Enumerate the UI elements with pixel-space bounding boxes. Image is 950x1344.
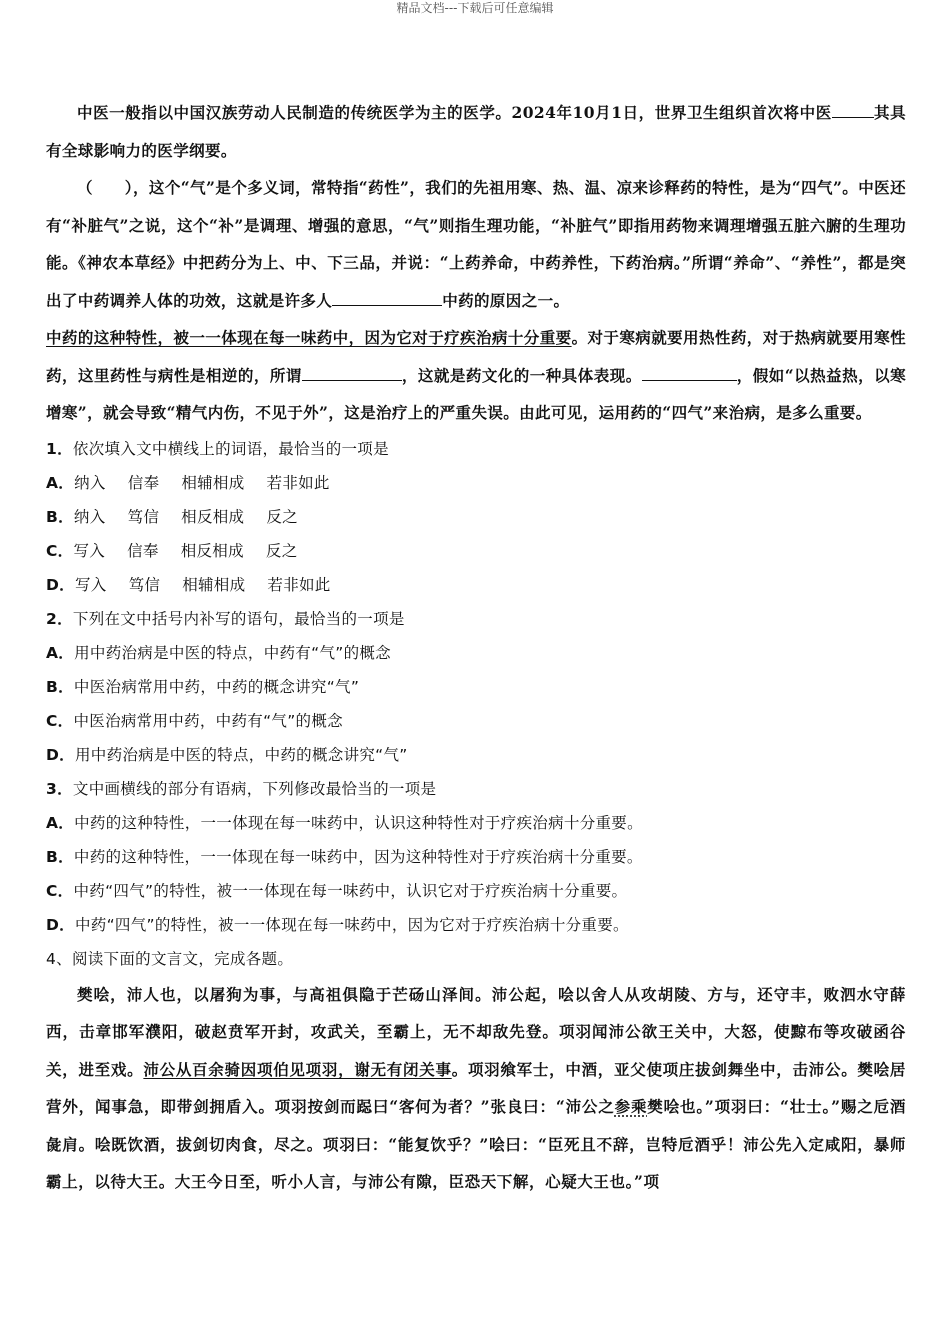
- option-word: 笃信: [128, 575, 161, 594]
- option-text: 中药“四气”的特性，被一一体现在每一味药中，认识它对于疗疾治病十分重要。: [73, 881, 628, 900]
- question-2: [46, 602, 906, 636]
- classical-text: 樊哙，沛人也，以屠狗为事，与高祖俱隐于芒砀山泽间。沛公起，哙以舍人从攻胡陵、方与，还守丰，败泗水守薛西，击章邯军濮阳，破赵贲军开封，攻武关，至霸上，无不却敌先登。项羽闻沛公欲王关中，大怒，使黥布等攻破函谷关，进至戏。: [46, 984, 906, 1079]
- fill-blank-2[interactable]: [332, 289, 442, 306]
- underlined-sentence: 中药的这种特性，被一一体现在每一味药中，因为它对于疗疾治病十分重要: [46, 328, 572, 347]
- question-1: [46, 432, 906, 466]
- option-label: C．: [46, 541, 74, 560]
- option-word: 若非如此: [266, 473, 330, 492]
- option-text: 中药“四气”的特性，被一一体现在每一味药中，因为它对于疗疾治病十分重要。: [74, 915, 629, 934]
- option-word: 反之: [265, 541, 298, 560]
- option-word: 信奉: [127, 541, 159, 560]
- option-3d[interactable]: [46, 908, 906, 942]
- option-text: 中药的这种特性，一一体现在每一味药中，因为这种特性对于疗疾治病十分重要。: [73, 847, 643, 866]
- option-1d[interactable]: [46, 568, 906, 602]
- option-word: 写入: [74, 575, 107, 594]
- fill-blank-3[interactable]: [302, 364, 402, 381]
- passage-text: 中药的原因之一。: [442, 290, 570, 310]
- question-stem: 依次填入文中横线上的词语，最恰当的一项是: [72, 439, 389, 458]
- option-label: C．: [46, 881, 74, 900]
- option-word: 笃信: [127, 507, 160, 526]
- option-2a[interactable]: [46, 636, 906, 670]
- passage-text: （ ），这个“气”是个多义词，常特指“药性”，我们的先祖用寒、热、温、凉来诊释药的特性，是为“四气”。中医还有“补脏气”之说，这个“补”是调理、增强的意思，“气”则指生理功能，“补脏气”即指用药物来调理增强五脏六腑的生理功能。《神农本草经》中把药分为上、中、下三品，并说：“上药养命，中药养性，下药治病。”所谓“养命”、“养性”，都是突出了中药调养人体的功效，这就是许多人: [46, 178, 906, 310]
- option-word: 相辅相成: [181, 473, 245, 492]
- option-word: 反之: [266, 507, 298, 526]
- option-3b[interactable]: [46, 840, 906, 874]
- fill-blank-1[interactable]: [832, 101, 874, 118]
- option-text: 中医治病常用中药，中药有“气”的概念: [73, 711, 343, 730]
- option-3c[interactable]: [46, 874, 906, 908]
- option-word: 写入: [73, 541, 106, 560]
- option-1b[interactable]: [46, 500, 906, 534]
- option-label: C．: [46, 711, 74, 730]
- option-1a[interactable]: [46, 466, 906, 500]
- passage-paragraph-1: [46, 94, 906, 169]
- option-label: D．: [46, 915, 75, 934]
- underlined-sentence: 沛公从百余骑因项伯见项羽，谢无有闭关事: [143, 1059, 452, 1079]
- option-label: B．: [46, 847, 74, 866]
- option-2d[interactable]: [46, 738, 906, 772]
- option-label: D．: [46, 575, 75, 594]
- option-label: B．: [46, 677, 74, 696]
- classical-text: 。项羽飨军士，中酒，亚父使项庄拔剑舞坐中，击沛公。樊哙居营外，闻事急，即带剑拥盾入。项羽按剑而跽曰“客何为者？”张良曰：“沛公之: [46, 1059, 906, 1116]
- option-word: 相辅相成: [182, 575, 246, 594]
- passage-text: 其具有全球影响力的医学纲要。: [46, 103, 906, 160]
- option-text: 中医治病常用中药，中药的概念讲究“气”: [73, 677, 360, 696]
- question-number: 3．: [46, 779, 73, 798]
- option-word: 相反相成: [181, 507, 245, 526]
- option-text: 用中药治病是中医的特点，中药的概念讲究“气”: [74, 745, 408, 764]
- option-label: A．: [46, 643, 75, 662]
- question-number: 2．: [46, 609, 73, 628]
- option-label: D．: [46, 745, 75, 764]
- option-label: A．: [46, 473, 75, 492]
- classical-passage: [46, 976, 906, 1201]
- page-header: 精品文档---下载后可任意编辑: [396, 1, 554, 15]
- passage-paragraph-3: [46, 319, 906, 432]
- fill-blank-4[interactable]: [642, 364, 737, 381]
- option-text: 中药的这种特性，一一体现在每一味药中，认识这种特性对于疗疾治病十分重要。: [74, 813, 643, 832]
- option-word: 纳入: [73, 507, 106, 526]
- option-2b[interactable]: [46, 670, 906, 704]
- option-text: 用中药治病是中医的特点，中药有“气”的概念: [74, 643, 391, 662]
- option-word: 若非如此: [267, 575, 331, 594]
- question-3: [46, 772, 906, 806]
- document-body: [46, 94, 906, 1201]
- option-label: B．: [46, 507, 74, 526]
- option-word: 相反相成: [180, 541, 244, 560]
- option-2c[interactable]: [46, 704, 906, 738]
- passage-text: 。对于寒病就要用热性药，对于热病就要用寒性药，这里药性与病性是相逆的，所谓: [46, 328, 907, 385]
- option-word: 信奉: [127, 473, 160, 492]
- dotted-term: 参乘: [614, 1097, 648, 1116]
- question-stem: 文中画横线的部分有语病，下列修改最恰当的一项是: [72, 779, 437, 798]
- question-number: 1．: [46, 439, 73, 458]
- option-1c[interactable]: [46, 534, 906, 568]
- passage-text: ，这就是药文化的一种具体表现。: [401, 365, 642, 385]
- passage-text: ，假如“以热益热，以寒增寒”，就会导致“精气内伤，不见于外”，这是治疗上的严重失误。由此可见，运用药的“四气”来治病，是多么重要。: [46, 365, 906, 422]
- option-word: 纳入: [74, 473, 106, 492]
- section-4-heading: 4、阅读下面的文言文，完成各题。: [46, 949, 294, 968]
- option-label: A．: [46, 813, 75, 832]
- option-3a[interactable]: [46, 806, 906, 840]
- passage-paragraph-2: [46, 169, 906, 319]
- question-stem: 下列在文中括号内补写的语句，最恰当的一项是: [72, 609, 405, 628]
- passage-text: 中医一般指以中国汉族劳动人民制造的传统医学为主的医学。2024年10月1日，世界卫生组织首次将中医: [77, 103, 832, 122]
- classical-text: 樊哙也。”项羽曰：“壮士。”赐之卮酒彘肩。哙既饮酒，拔剑切肉食，尽之。项羽曰：“能复饮乎？”哙曰：“臣死且不辞，岂特卮酒乎！沛公先入定咸阳，暴师霸上，以待大王。大王今日至，听小人言，与沛公有隙，臣恐天下解，心疑大王也。”项: [46, 1097, 906, 1191]
